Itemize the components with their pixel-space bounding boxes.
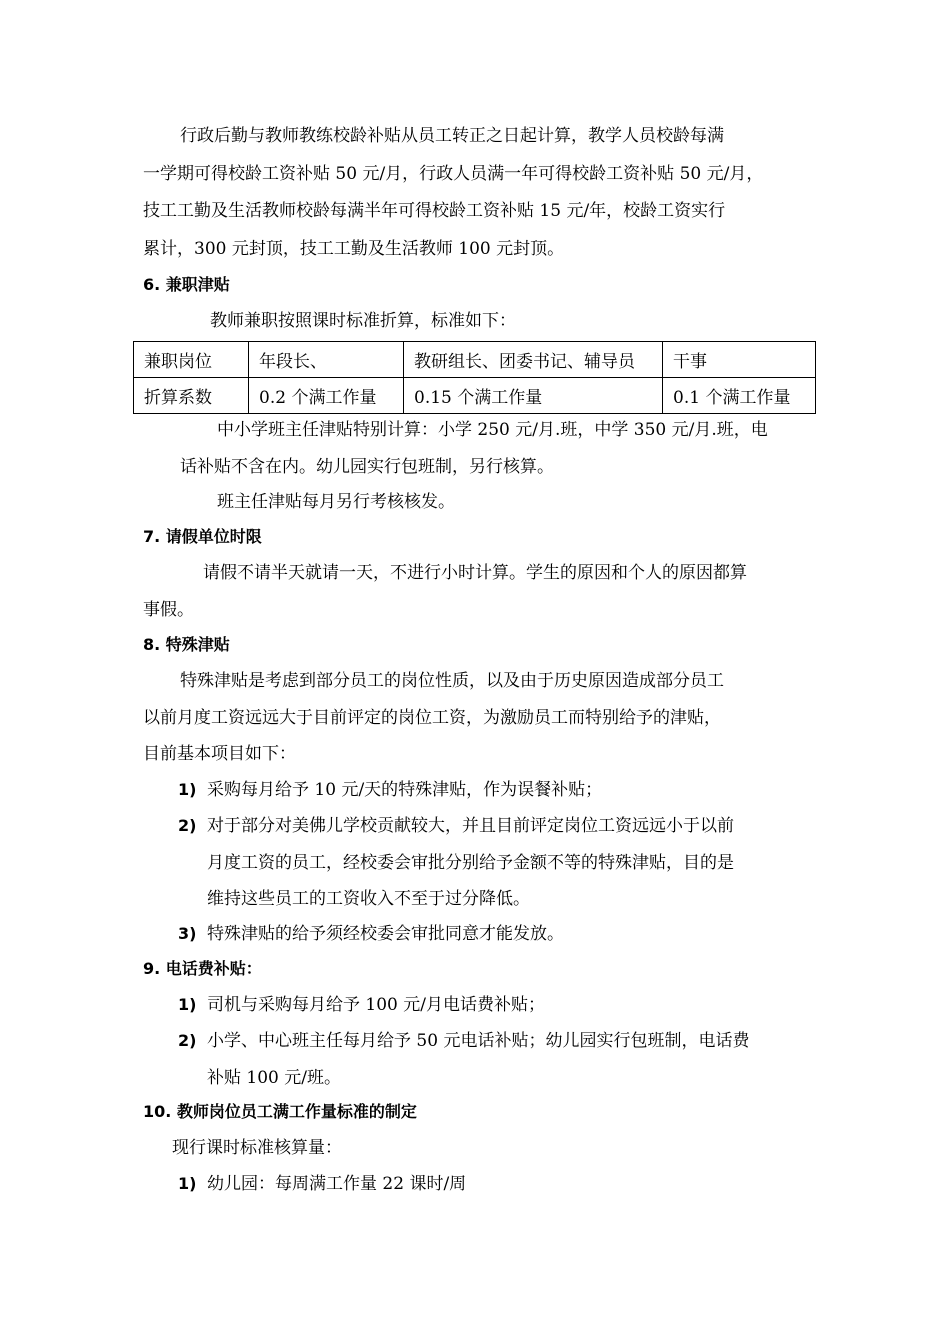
table-cell: 0.15 个满工作量 bbox=[404, 378, 663, 414]
table-cell: 折算系数 bbox=[134, 378, 249, 414]
part-time-allowance-table bbox=[133, 341, 816, 414]
intro-line-2: 一学期可得校龄工资补贴 50 元/月，行政人员满一年可得校龄工资补贴 50 元/月， bbox=[143, 164, 764, 184]
list-item-number: 2) bbox=[178, 816, 197, 835]
list-item: 对于部分对美佛儿学校贡献较大，并且目前评定岗位工资远远小于以前 bbox=[207, 816, 734, 836]
list-item: 采购每月给予 10 元/天的特殊津贴，作为误餐补贴； bbox=[207, 780, 603, 800]
homeroom-allowance-line-1: 中小学班主任津贴特别计算：小学 250 元/月.班，中学 350 元/月.班，电 bbox=[217, 420, 768, 440]
table-row bbox=[134, 342, 816, 378]
table-cell: 干事 bbox=[663, 342, 816, 378]
section-10-lead: 现行课时标准核算量： bbox=[172, 1138, 342, 1158]
list-item-number: 3) bbox=[178, 924, 197, 943]
list-item: 特殊津贴的给予须经校委会审批同意才能发放。 bbox=[207, 924, 564, 944]
section-7-heading: 7. 请假单位时限 bbox=[143, 527, 262, 546]
table-cell: 教研组长、团委书记、辅导员 bbox=[404, 342, 663, 378]
section-8-line-3: 目前基本项目如下： bbox=[143, 744, 296, 764]
section-8-heading: 8. 特殊津贴 bbox=[143, 635, 230, 654]
list-item: 小学、中心班主任每月给予 50 元电话补贴；幼儿园实行包班制，电话费 bbox=[207, 1031, 750, 1051]
table-cell: 0.1 个满工作量 bbox=[663, 378, 816, 414]
intro-line-4: 累计，300 元封顶，技工工勤及生活教师 100 元封顶。 bbox=[143, 239, 565, 259]
table-cell: 年段长、 bbox=[249, 342, 404, 378]
section-6-lead: 教师兼职按照课时标准折算，标准如下： bbox=[210, 311, 516, 331]
list-item-number: 1) bbox=[178, 995, 197, 1014]
section-7-line-2: 事假。 bbox=[143, 600, 194, 620]
list-item-continuation: 补贴 100 元/班。 bbox=[207, 1068, 341, 1088]
intro-line-1: 行政后勤与教师教练校龄补贴从员工转正之日起计算，教学人员校龄每满 bbox=[180, 126, 724, 146]
list-item: 幼儿园：每周满工作量 22 课时/周 bbox=[207, 1174, 467, 1194]
list-item: 司机与采购每月给予 100 元/月电话费补贴； bbox=[207, 995, 545, 1015]
section-8-line-1: 特殊津贴是考虑到部分员工的岗位性质，以及由于历史原因造成部分员工 bbox=[180, 671, 724, 691]
list-item-number: 1) bbox=[178, 1174, 197, 1193]
list-item-continuation: 维持这些员工的工资收入不至于过分降低。 bbox=[207, 889, 530, 909]
homeroom-allowance-line-2: 话补贴不含在内。幼儿园实行包班制，另行核算。 bbox=[180, 457, 554, 477]
homeroom-assessment-line: 班主任津贴每月另行考核核发。 bbox=[217, 492, 455, 512]
list-item-number: 1) bbox=[178, 780, 197, 799]
list-item-number: 2) bbox=[178, 1031, 197, 1050]
section-10-heading: 10. 教师岗位员工满工作量标准的制定 bbox=[143, 1102, 417, 1121]
section-7-line-1: 请假不请半天就请一天，不进行小时计算。学生的原因和个人的原因都算 bbox=[203, 563, 747, 583]
section-6-heading: 6. 兼职津贴 bbox=[143, 275, 230, 294]
table-cell: 兼职岗位 bbox=[134, 342, 249, 378]
section-9-heading: 9. 电话费补贴： bbox=[143, 959, 262, 978]
list-item-continuation: 月度工资的员工，经校委会审批分别给予金额不等的特殊津贴，目的是 bbox=[207, 853, 734, 873]
intro-line-3: 技工工勤及生活教师校龄每满半年可得校龄工资补贴 15 元/年，校龄工资实行 bbox=[143, 201, 726, 221]
table-row bbox=[134, 378, 816, 414]
table-cell: 0.2 个满工作量 bbox=[249, 378, 404, 414]
section-8-line-2: 以前月度工资远远大于目前评定的岗位工资，为激励员工而特别给予的津贴， bbox=[143, 708, 721, 728]
